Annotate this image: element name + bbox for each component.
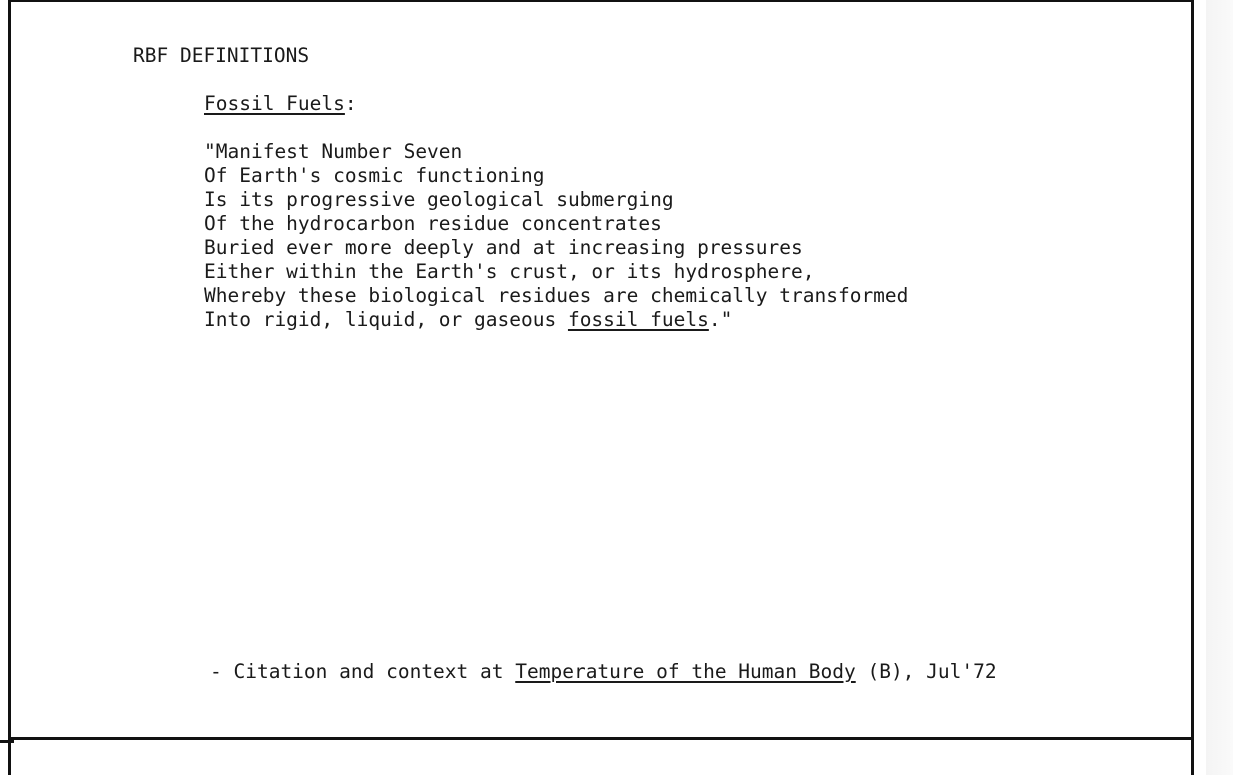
term-label: Fossil Fuels [204,92,345,115]
citation-line [210,660,997,684]
document-heading: RBF DEFINITIONS [133,44,310,67]
quote-line: Of the hydrocarbon residue concentrates [204,212,662,235]
quote-fossil-fuels-term: fossil fuels [567,308,709,331]
quote-last-prefix: Into rigid, liquid, or gaseous [204,308,568,331]
quote-line: Either within the Earth's crust, or its hydrosphere, [204,260,815,283]
quote-line-last [204,308,908,332]
quote-line: Whereby these biological residues are chemically transformed [204,284,909,307]
definition-card [8,0,1194,740]
quote-line: Is its progressive geological submerging [204,188,674,211]
quote-line: "Manifest Number Seven [204,140,463,163]
quote-last-suffix: ." [708,308,733,331]
citation-source-link[interactable]: Temperature of the Human Body [515,660,856,683]
next-card-edge [8,740,1194,775]
definition-quote [204,140,908,332]
term-colon: : [344,92,357,115]
quote-line: Of Earth's cosmic functioning [204,164,545,187]
term-title [204,92,357,116]
quote-line: Buried ever more deeply and at increasing pressures [204,236,803,259]
citation-prefix: - Citation and context at [210,660,516,683]
citation-suffix: (B), Jul'72 [855,660,997,683]
page-margin [1206,0,1233,775]
